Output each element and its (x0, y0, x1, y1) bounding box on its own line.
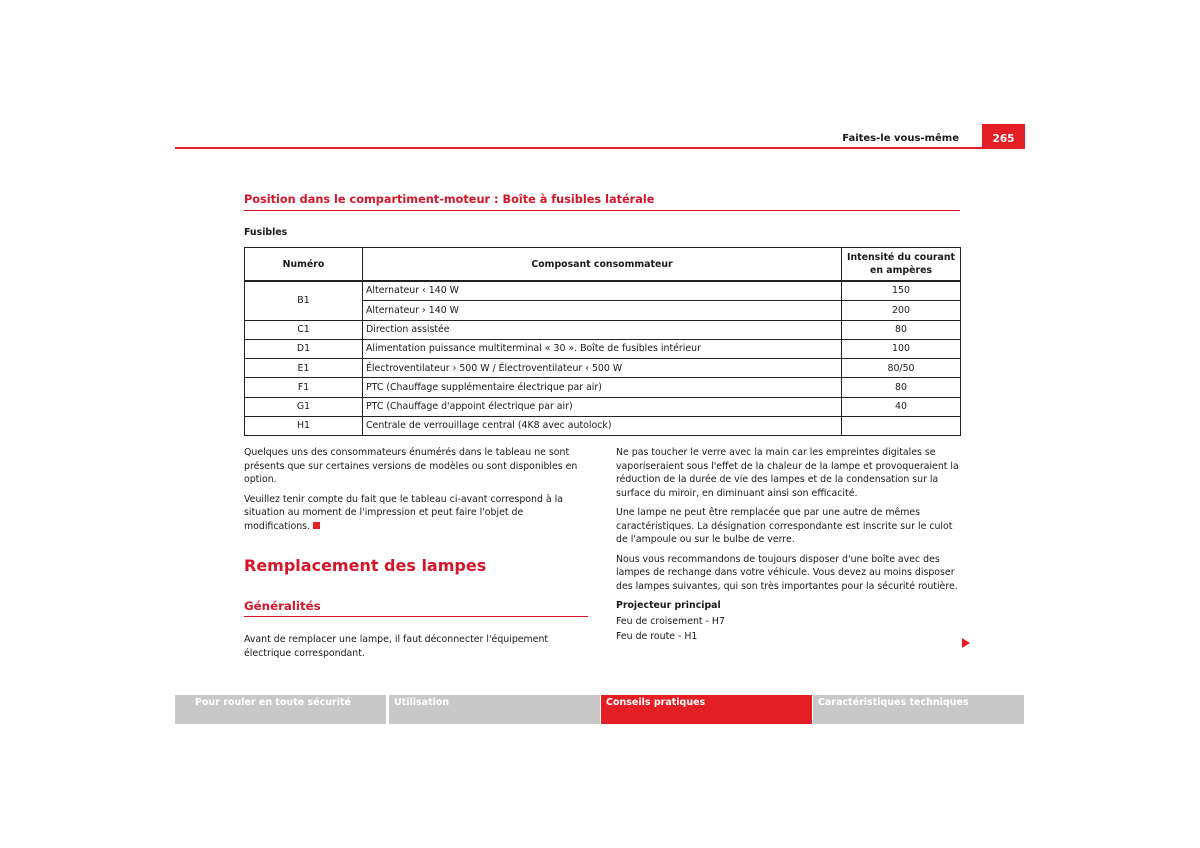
footer-tab-conseils-pratiques[interactable] (601, 695, 812, 724)
column-header-composant: Composant consommateur (363, 248, 842, 282)
section-title: Position dans le compartiment-moteur : Boîte à fusibles latérale (244, 193, 960, 211)
paragraph (244, 493, 589, 534)
cell-composant: Centrale de verrouillage central (4K8 avec autolock) (363, 417, 842, 436)
list-heading: Projecteur principal (616, 600, 721, 611)
table-header-row (245, 248, 961, 282)
footer-tab-securite[interactable] (175, 695, 386, 724)
paragraph: Avant de remplacer une lampe, il faut déconnecter l'équipement électrique correspondant. (244, 634, 549, 659)
cell-composant: Alimentation puissance multiterminal « 30 ». Boîte de fusibles intérieur (363, 339, 842, 358)
fuse-table (244, 247, 961, 436)
cell-numero: F1 (245, 378, 363, 397)
cell-composant: Alternateur › 140 W (363, 301, 842, 320)
column-header-numero: Numéro (245, 248, 363, 282)
cell-numero: B1 (245, 281, 363, 320)
paragraph: Nous vous recommandons de toujours disposer d'une boîte avec des lampes de rechange dans votre véhicule. Vous devez au moins disposer des lampes suivantes, qui son très importantes pour la sécurité routière. (616, 553, 958, 592)
table-row (245, 339, 961, 358)
cell-intensite: 150 (842, 281, 961, 301)
chapter-heading: Remplacement des lampes (244, 556, 487, 575)
cell-numero: H1 (245, 417, 363, 436)
cell-intensite: 80 (842, 320, 961, 339)
table-label: Fusibles (244, 227, 288, 238)
cell-intensite: 80 (842, 378, 961, 397)
cell-intensite: 80/50 (842, 359, 961, 378)
header-rule (175, 147, 985, 149)
list-item: Feu de croisement - H7 (616, 615, 725, 627)
footer-tab-label: Utilisation (394, 697, 450, 708)
paragraph: Ne pas toucher le verre avec la main car les empreintes digitales se vaporiseraient sous l'effet de la chaleur de la lampe et provoqueraient la réduction de la durée de vie des lampes et de la condensation sur la surface du miroir, en diminuant ainsi son efficacité. (616, 447, 959, 499)
table-row (245, 397, 961, 416)
table-row (245, 359, 961, 378)
footer-tab-caracteristiques[interactable] (813, 695, 1024, 724)
cell-numero: E1 (245, 359, 363, 378)
cell-intensite (842, 417, 961, 436)
cell-composant: PTC (Chauffage d'appoint électrique par air) (363, 397, 842, 416)
cell-intensite: 100 (842, 339, 961, 358)
table-row (245, 320, 961, 339)
next-page-arrow-icon (962, 638, 970, 648)
subsection-heading: Généralités (244, 600, 588, 617)
table-row (245, 281, 961, 301)
page-number: 265 (982, 124, 1025, 149)
left-notes (244, 446, 589, 539)
cell-composant: Électroventilateur › 500 W / Électroventilateur ‹ 500 W (363, 359, 842, 378)
cell-numero: D1 (245, 339, 363, 358)
chapter-title: Faites-le vous-même (842, 133, 959, 144)
right-column (616, 446, 961, 650)
list-item: Feu de route - H1 (616, 631, 698, 642)
cell-numero: G1 (245, 397, 363, 416)
cell-composant: PTC (Chauffage supplémentaire électrique par air) (363, 378, 842, 397)
footer-tab-label: Caractéristiques techniques (818, 697, 969, 708)
footer-tab-label: Conseils pratiques (606, 697, 706, 708)
table-row (245, 417, 961, 436)
end-of-section-square-icon (313, 522, 320, 529)
footer-tab-label: Pour rouler en toute sécurité (195, 697, 351, 708)
cell-intensite: 40 (842, 397, 961, 416)
cell-numero: C1 (245, 320, 363, 339)
cell-intensite: 200 (842, 301, 961, 320)
cell-composant: Alternateur ‹ 140 W (363, 281, 842, 301)
paragraph-text: Veuillez tenir compte du fait que le tableau ci-avant correspond à la situation au moment de l'impression et peut faire l'objet de modifications. (244, 493, 563, 532)
paragraph: Quelques uns des consommateurs énumérés dans le tableau ne sont présents que sur certaines versions de modèles ou sont disponibles en option. (244, 447, 578, 485)
table-row (245, 378, 961, 397)
left-intro (244, 633, 589, 666)
paragraph: Une lampe ne peut être remplacée que par une autre de mêmes caractéristiques. La désignation correspondante est inscrite sur le culot de l'ampoule ou sur le bulbe de verre. (616, 507, 953, 545)
cell-composant: Direction assistée (363, 320, 842, 339)
footer-tab-utilisation[interactable] (389, 695, 600, 724)
column-header-intensite: Intensité du courant en ampères (842, 248, 961, 282)
